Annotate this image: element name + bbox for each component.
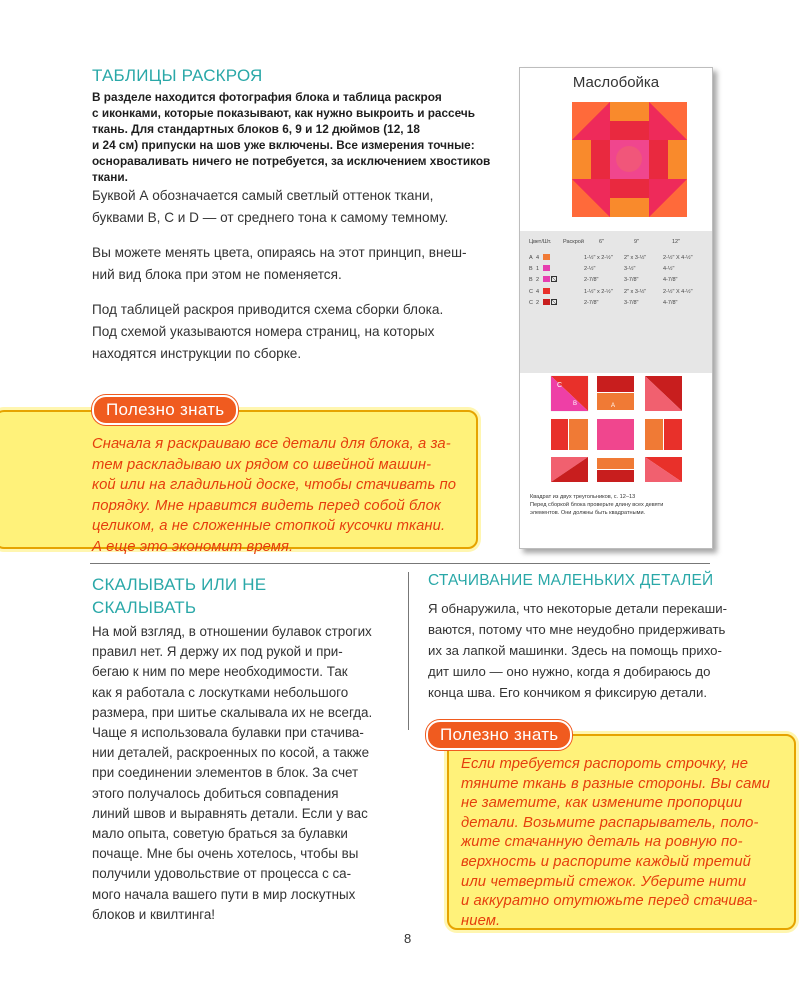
- text-line: Квадрат из двух треугольников, с. 12–13: [530, 494, 636, 500]
- color-swatch: [543, 299, 550, 305]
- small-pieces-body: [428, 598, 768, 703]
- color-swatch: [543, 276, 550, 282]
- text-line: Перед сборкой блока проверьте длину всех девяти: [530, 502, 664, 508]
- text-line: мало опыта, советую браться за булавки: [92, 826, 348, 842]
- tip-text-1: [92, 434, 472, 557]
- text-line: с иконками, которые показывают, как нужно выкроить и рассечь: [92, 106, 475, 120]
- tip-text-2: [461, 755, 791, 931]
- column-header: Раскрой: [563, 239, 584, 245]
- table-cell: 3-½": [624, 266, 636, 272]
- section-heading-pinning: [92, 573, 266, 619]
- table-cell: 1: [536, 266, 540, 272]
- half-square-triangle-icon: [551, 299, 557, 305]
- table-row: [520, 298, 712, 308]
- table-cell: 2" x 3-½": [624, 255, 647, 261]
- text-line: целиком, а не сложенные стопкой кусочки ткани.: [92, 518, 446, 534]
- table-cell: 3-7/8": [624, 277, 639, 283]
- block-photo: [572, 102, 687, 217]
- text-line: получили удовольствие от процесса с са-: [92, 866, 352, 882]
- diagram-label-c: C: [557, 382, 563, 389]
- text-line: размера, при шитье скалывала их не всегда.: [92, 704, 373, 720]
- text-line: детали. Возьмите распарыватель, поло-: [461, 814, 759, 831]
- heading-line: СКАЛЫВАТЬ: [92, 598, 197, 617]
- half-square-triangle-icon: [551, 276, 557, 282]
- text-line: ткань. Для стандартных блоков 6, 9 и 12 дюймов (12, 18: [92, 122, 420, 136]
- table-cell: A: [529, 255, 533, 261]
- table-cell: 2: [536, 277, 540, 283]
- section-heading-cutting: ТАБЛИЦЫ РАСКРОЯ: [92, 66, 263, 85]
- divider-vertical: [408, 572, 409, 730]
- text-line: кой или на гладильной доске, чтобы стачивать по: [92, 477, 457, 493]
- table-row: [520, 287, 712, 297]
- table-cell: 2-7/8": [584, 277, 599, 283]
- table-cell: 3-7/8": [624, 300, 639, 306]
- page-number: 8: [404, 931, 412, 946]
- assembly-diagram: [549, 374, 684, 484]
- text-line: Сначала я раскраиваю все детали для блока, а за-: [92, 436, 451, 452]
- text-line: линий швов и выравнять детали. Если у вас: [92, 805, 368, 821]
- column-header: 6": [599, 239, 605, 245]
- tip-label-2: Полезно знать: [426, 720, 572, 750]
- table-cell: 2-½" X 4-½": [663, 255, 693, 261]
- text-line: и 24 см) припуски на шов уже включены. Все измерения точные:: [92, 138, 475, 152]
- text-line: ваются, потому что мне неудобно придерживать: [428, 622, 726, 637]
- color-swatch: [543, 265, 550, 271]
- text-line: Если требуется распороть строчку, не: [461, 756, 749, 772]
- text-line: не заметите, как измените пропорции: [461, 795, 743, 812]
- table-cell: 2: [536, 300, 540, 306]
- text-line: А еще это экономит время.: [92, 538, 294, 555]
- paragraph: [92, 242, 502, 286]
- text-line: Я обнаружила, что некоторые детали перекаши-: [428, 601, 727, 616]
- cutting-bold-intro: [92, 89, 502, 185]
- text-line: В разделе находится фотография блока и таблица раскроя: [92, 90, 442, 104]
- text-line: их за лапкой машинки. Здесь на помощь прихо-: [428, 643, 722, 658]
- divider-horizontal: [90, 563, 710, 564]
- text-line: ткани.: [92, 170, 128, 184]
- text-line: блоков и квилтинга!: [92, 906, 215, 922]
- text-line: тяните ткань в разные стороны. Вы сами: [461, 775, 771, 792]
- table-cell: 4-½": [663, 266, 675, 272]
- table-cell: C: [529, 289, 533, 295]
- diagram-caption: [530, 493, 705, 517]
- text-line: конца шва. Его кончиком я фиксирую детали.: [428, 685, 708, 700]
- column-header: 9": [634, 239, 640, 245]
- text-line: верхность и распорите каждый третий: [461, 853, 751, 870]
- table-row: [520, 264, 712, 274]
- table-cell: 1-½" x 2-½": [584, 255, 613, 261]
- text-line: буквами B, C и D — от среднего тона к самому темному.: [92, 210, 449, 225]
- text-line: Буквой А обозначается самый светлый оттенок ткани,: [92, 188, 434, 203]
- table-cell: 2-½" X 4-½": [663, 289, 693, 295]
- diagram-label-a: A: [611, 403, 616, 409]
- tip-box-2: [447, 734, 796, 930]
- table-cell: 2-7/8": [584, 300, 599, 306]
- column-header: 12": [672, 239, 681, 245]
- section-heading-small-pieces: СТАЧИВАНИЕ МАЛЕНЬКИХ ДЕТАЛЕЙ: [428, 572, 714, 589]
- color-swatch: [543, 254, 550, 260]
- block-card: [519, 67, 713, 549]
- text-line: оснораваливать ничего не потребуется, за исключением хвостиков: [92, 154, 491, 168]
- table-cell: 2" x 3-½": [624, 289, 647, 295]
- tip-label-1: Полезно знать: [92, 395, 238, 425]
- text-line: Под таблицей раскроя приводится схема сборки блока.: [92, 302, 444, 317]
- text-line: почаще. Мне бы очень хотелось, чтобы вы: [92, 846, 359, 862]
- text-line: Под схемой указываются номера страниц, на которых: [92, 324, 435, 339]
- text-line: ний вид блока при этом не поменяется.: [92, 267, 342, 282]
- text-line: нием.: [461, 912, 501, 929]
- text-line: как я работала с лоскутками небольшого: [92, 684, 349, 700]
- table-cell: B: [529, 277, 533, 283]
- table-cell: 4-7/8": [663, 300, 678, 306]
- text-line: Вы можете менять цвета, опираясь на этот принцип, внеш-: [92, 245, 467, 260]
- text-line: элементов. Они должны быть квадратными.: [530, 510, 646, 516]
- text-line: этого получалось добиться совпадения: [92, 785, 339, 801]
- cutting-body: [92, 185, 502, 378]
- text-line: нии деталей, раскроенных по косой, а также: [92, 745, 370, 761]
- text-line: мого начала вашего пути в мир лоскутных: [92, 886, 356, 902]
- table-cell: 1-½" x 2-½": [584, 289, 613, 295]
- text-line: тем раскладываю их рядом со швейной машин-: [92, 456, 432, 473]
- text-line: правил нет. Я держу их под рукой и при-: [92, 644, 343, 660]
- tip-box-1: [0, 410, 478, 555]
- block-title: Маслобойка: [572, 74, 660, 91]
- diagram-label-b: B: [573, 401, 578, 407]
- text-line: бегаю к ним по мере необходимости. Так: [92, 664, 348, 680]
- table-cell: 4: [536, 289, 540, 295]
- text-line: или четвертый стежок. Уберите нити: [461, 873, 747, 890]
- table-row: [520, 253, 712, 263]
- heading-line: СКАЛЫВАТЬ ИЛИ НЕ: [92, 575, 267, 594]
- pinning-body: [92, 622, 402, 925]
- column-header: Цвет/Шт.: [529, 239, 552, 245]
- text-line: находятся инструкции по сборке.: [92, 346, 302, 361]
- paragraph: [92, 185, 502, 229]
- text-line: и аккуратно отутюжьте перед стачива-: [461, 893, 758, 910]
- table-cell: C: [529, 300, 533, 306]
- cutting-table-header: [520, 237, 712, 247]
- table-row: [520, 275, 712, 285]
- cutting-table: [520, 231, 712, 373]
- table-cell: 4-7/8": [663, 277, 678, 283]
- paragraph: [92, 299, 502, 365]
- text-line: жите стачанную деталь на ровную по-: [461, 834, 743, 851]
- text-line: На мой взгляд, в отношении булавок строгих: [92, 624, 372, 639]
- text-line: порядку. Мне нравится видеть перед собой блок: [92, 497, 442, 514]
- table-cell: B: [529, 266, 533, 272]
- text-line: Чаще я использовала булавки при стачива-: [92, 725, 364, 741]
- color-swatch: [543, 288, 550, 294]
- text-line: дит шило — оно нужно, когда я добираюсь до: [428, 664, 711, 679]
- table-cell: 4: [536, 255, 540, 261]
- text-line: при соединении элементов в блок. За счет: [92, 765, 359, 781]
- table-cell: 2-½": [584, 266, 596, 272]
